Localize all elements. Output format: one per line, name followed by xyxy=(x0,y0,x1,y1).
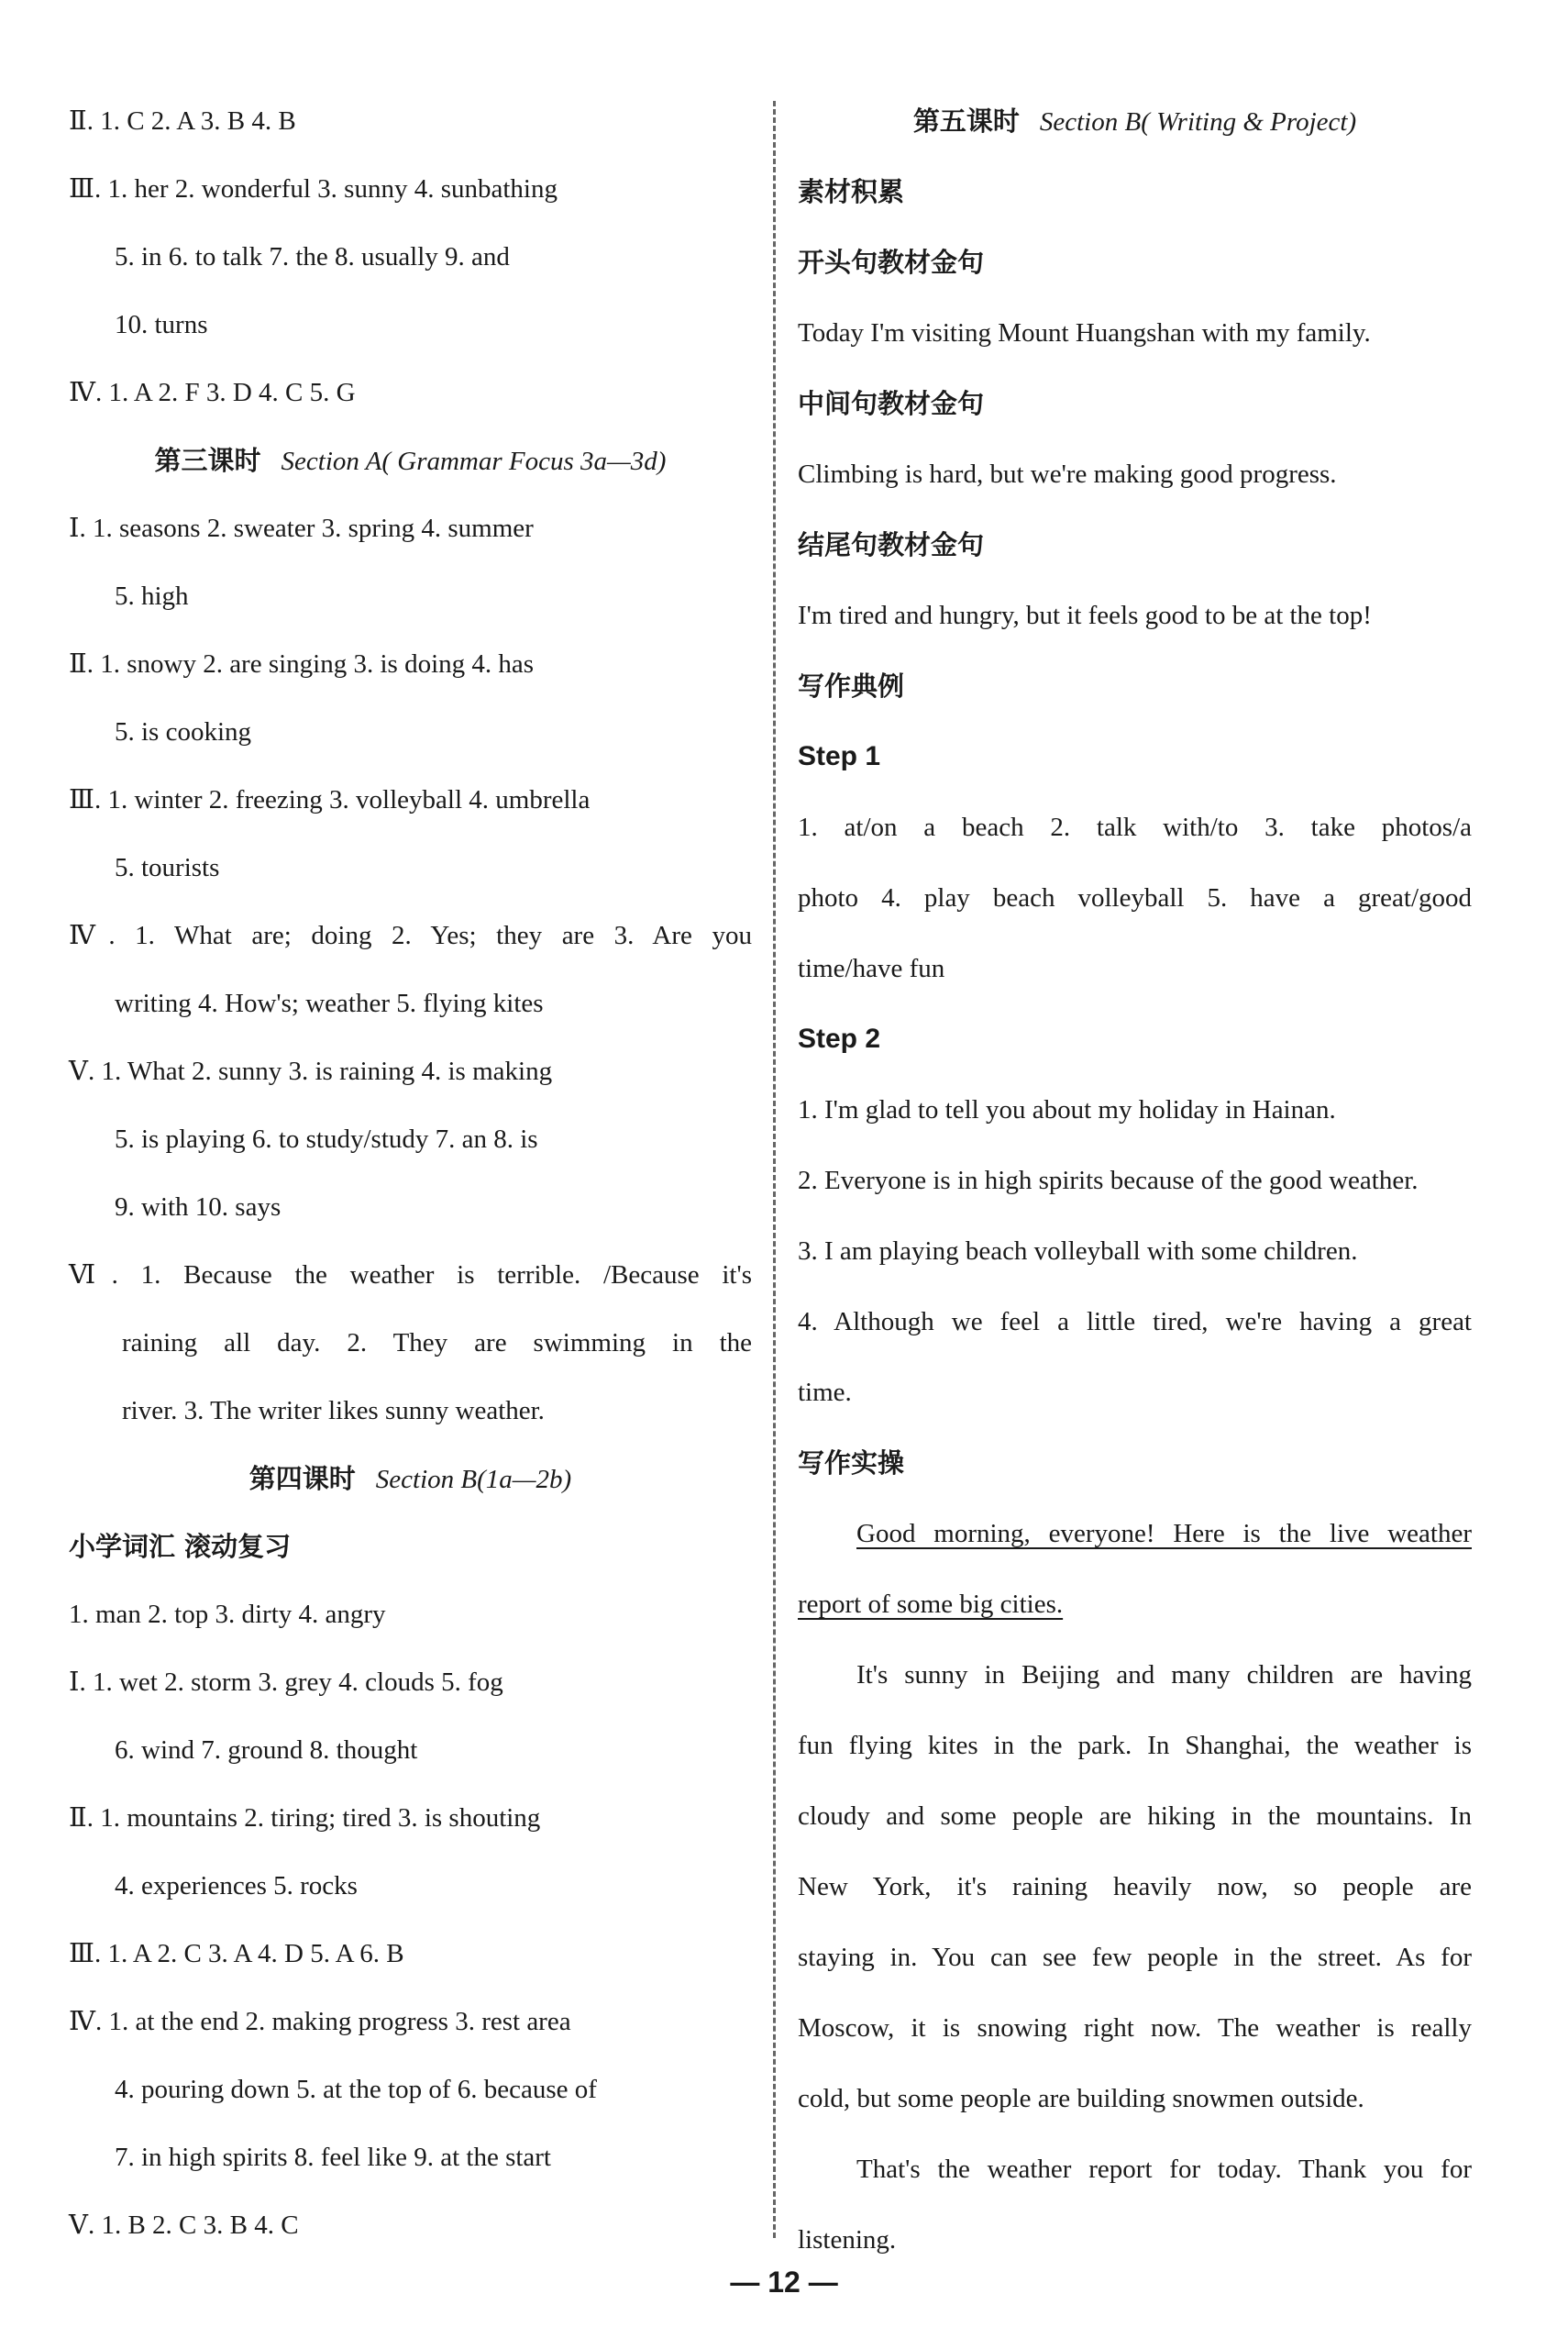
section-heading: 开头句教材金句 xyxy=(798,247,985,278)
text-line: cold, but some people are building snowmen outside. xyxy=(798,2084,1364,2113)
lesson-number: 第五课时 xyxy=(912,105,1020,137)
text-line: 5. high xyxy=(115,582,189,611)
text-line: Ⅴ. 1. B 2. C 3. B 4. C xyxy=(69,2210,299,2240)
text-line: Moscow, it is snowing right now. The weather is really xyxy=(798,2013,1472,2043)
lesson-section: Section A( Grammar Focus 3a—3d) xyxy=(281,447,667,476)
text-line: Ⅳ. 1. at the end 2. making progress 3. rest area xyxy=(69,2007,571,2036)
lesson-number: 第三课时 xyxy=(154,445,261,476)
text-line: I'm tired and hungry, but it feels good to be at the top! xyxy=(798,601,1372,630)
section-heading: 结尾句教材金句 xyxy=(798,529,985,560)
text-line: cloudy and some people are hiking in the mountains. In xyxy=(798,1801,1472,1831)
column-divider xyxy=(773,101,776,2238)
section-heading: 小学词汇 滚动复习 xyxy=(69,1531,292,1562)
lesson-heading xyxy=(69,440,752,508)
text-line: Ⅳ. 1. A 2. F 3. D 4. C 5. G xyxy=(69,378,356,407)
text-line: 4. Although we feel a little tired, we're having a great xyxy=(798,1307,1472,1336)
text-line: 9. with 10. says xyxy=(115,1192,282,1222)
section-heading: 中间句教材金句 xyxy=(798,388,985,419)
text-line: 10. turns xyxy=(115,310,208,339)
text-line: 4. pouring down 5. at the top of 6. because of xyxy=(115,2075,597,2104)
text-line: Ⅳ. 1. What are; doing 2. Yes; they are 3. Are you xyxy=(69,921,752,950)
text-line: Ⅲ. 1. winter 2. freezing 3. volleyball 4. umbrella xyxy=(69,785,591,814)
left-column xyxy=(69,101,752,2273)
text-line: 5. tourists xyxy=(115,853,220,882)
section-heading: 写作实操 xyxy=(798,1447,905,1479)
lesson-number: 第四课时 xyxy=(248,1463,356,1494)
text-line: Ⅲ. 1. her 2. wonderful 3. sunny 4. sunbathing xyxy=(69,174,558,204)
lesson-heading xyxy=(798,101,1472,172)
text-line: That's the weather report for today. Thank you for xyxy=(856,2155,1472,2184)
text-line: 5. in 6. to talk 7. the 8. usually 9. and xyxy=(115,242,510,271)
text-line: Climbing is hard, but we're making good progress. xyxy=(798,460,1337,489)
lesson-section: Section B(1a—2b) xyxy=(375,1465,572,1494)
text-line: 5. is playing 6. to study/study 7. an 8. is xyxy=(115,1125,538,1154)
text-line: New York, it's raining heavily now, so people are xyxy=(798,1872,1472,1901)
text-line: 1. at/on a beach 2. talk with/to 3. take photos/a xyxy=(798,813,1472,842)
text-line: photo 4. play beach volleyball 5. have a great/good xyxy=(798,883,1472,913)
text-line: 7. in high spirits 8. feel like 9. at the start xyxy=(115,2143,551,2172)
text-line: report of some big cities. xyxy=(798,1590,1064,1619)
text-line: Ⅱ. 1. C 2. A 3. B 4. B xyxy=(69,106,296,136)
text-line: 1. man 2. top 3. dirty 4. angry xyxy=(69,1600,386,1629)
text-line: 5. is cooking xyxy=(115,717,252,747)
text-line: writing 4. How's; weather 5. flying kites xyxy=(115,989,544,1018)
text-line: Ⅰ. 1. wet 2. storm 3. grey 4. clouds 5. fog xyxy=(69,1668,503,1697)
text-line: time/have fun xyxy=(798,954,945,983)
section-heading: Step 1 xyxy=(798,741,881,771)
section-heading: 写作典例 xyxy=(798,670,905,702)
text-line: staying in. You can see few people in the street. As for xyxy=(798,1943,1472,1972)
page-number: — 12 — xyxy=(730,2266,838,2299)
text-line: time. xyxy=(798,1378,852,1407)
text-line: fun flying kites in the park. In Shanghai, the weather is xyxy=(798,1731,1472,1760)
text-line: Ⅱ. 1. snowy 2. are singing 3. is doing 4. has xyxy=(69,649,535,679)
text-line: Ⅴ. 1. What 2. sunny 3. is raining 4. is making xyxy=(69,1057,553,1086)
text-line: Ⅵ. 1. Because the weather is terrible. /Because it's xyxy=(69,1260,752,1290)
text-line: 3. I am playing beach volleyball with some children. xyxy=(798,1236,1358,1266)
text-line: Today I'm visiting Mount Huangshan with my family. xyxy=(798,318,1371,348)
text-line: listening. xyxy=(798,2225,897,2255)
text-line: river. 3. The writer likes sunny weather. xyxy=(122,1396,545,1425)
section-heading: Step 2 xyxy=(798,1024,881,1054)
lesson-heading xyxy=(69,1458,752,1526)
text-line: Ⅰ. 1. seasons 2. sweater 3. spring 4. summer xyxy=(69,514,534,543)
section-heading: 素材积累 xyxy=(798,176,905,207)
text-line: 6. wind 7. ground 8. thought xyxy=(115,1735,418,1765)
text-line: It's sunny in Beijing and many children are having xyxy=(856,1660,1472,1690)
text-line: 1. I'm glad to tell you about my holiday in Hainan. xyxy=(798,1095,1336,1125)
text-line: 2. Everyone is in high spirits because of the good weather. xyxy=(798,1166,1419,1195)
right-column xyxy=(798,101,1472,2290)
text-line: Ⅱ. 1. mountains 2. tiring; tired 3. is shouting xyxy=(69,1803,541,1833)
lesson-section: Section B( Writing & Project) xyxy=(1039,107,1357,137)
text-line: 4. experiences 5. rocks xyxy=(115,1871,358,1900)
text-line: Ⅲ. 1. A 2. C 3. A 4. D 5. A 6. B xyxy=(69,1939,404,1968)
text-line: Good morning, everyone! Here is the live weather xyxy=(856,1519,1472,1548)
text-line: raining all day. 2. They are swimming in the xyxy=(122,1328,752,1357)
